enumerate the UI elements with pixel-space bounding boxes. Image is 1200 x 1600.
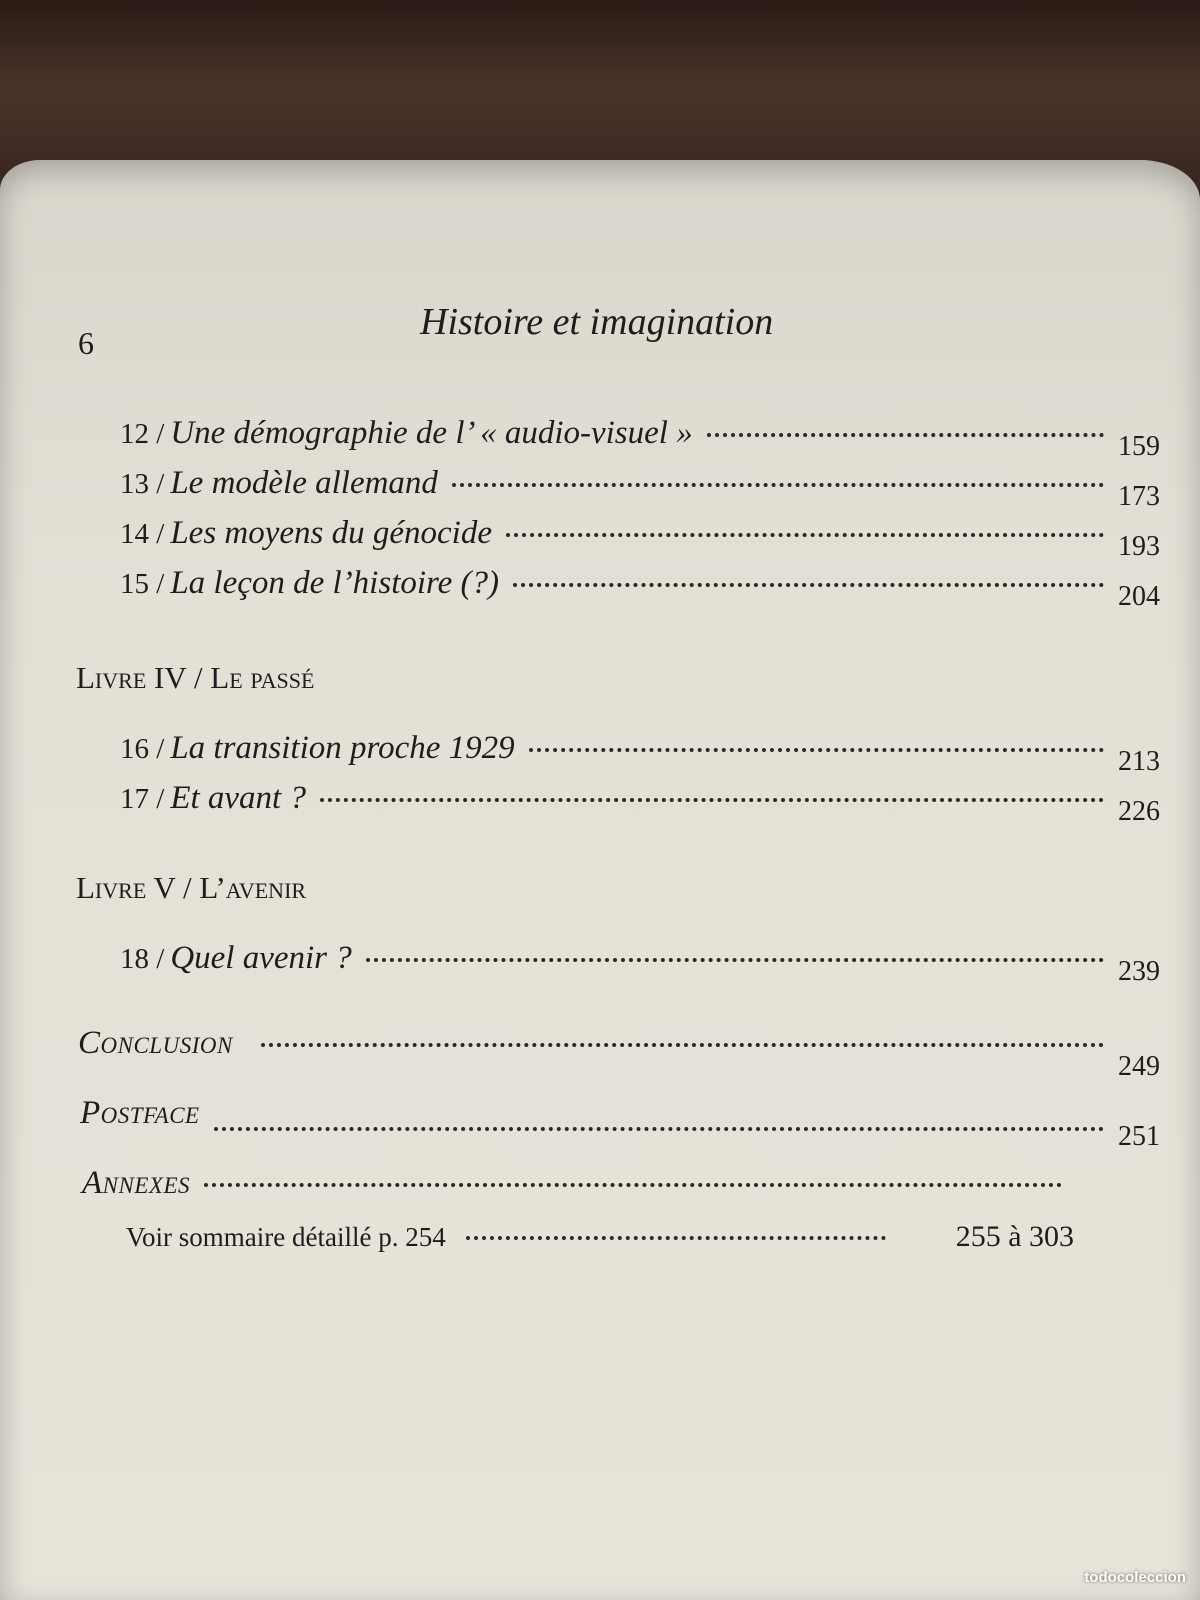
chapter-number: 13 / [120,468,165,500]
page-range: 255 à 303 [955,1220,1075,1253]
chapter-number: 17 / [120,783,165,815]
chapter-number: 16 / [120,733,165,765]
chapter-title: Quel avenir ? [170,940,352,976]
page-ref: 193 [1118,531,1160,562]
dot-leader [452,483,1104,487]
chapter-title: Le modèle allemand [170,465,438,501]
page-ref: 226 [1118,796,1160,827]
page-ref: 239 [1118,956,1160,987]
dot-leader [513,583,1104,587]
page-ref: 204 [1118,581,1160,612]
toc-entry-12 [120,415,1160,462]
chapter-number: 14 / [120,518,165,550]
section-title: Postface [80,1095,200,1131]
toc-entry-18 [120,940,1160,987]
section-title: Conclusion [78,1025,233,1061]
dot-leader [466,1236,886,1240]
watermark-logo: todocoleccion [1084,1569,1186,1586]
toc-entry-13 [120,465,1160,512]
dot-leader [320,798,1104,802]
dot-leader [261,1043,1104,1047]
page-number: 6 [78,325,94,361]
toc-entry-conclusion [78,1025,1160,1082]
annex-detail-text: Voir sommaire détaillé p. 254 [126,1222,446,1252]
book-page [0,160,1200,1600]
section-title: Annexes [82,1165,190,1201]
dot-leader [529,748,1104,752]
dot-leader [366,958,1104,962]
chapter-number: 18 / [120,943,165,975]
page-ref: 249 [1118,1051,1160,1082]
page-ref: 173 [1118,481,1160,512]
page-ref: 251 [1118,1121,1160,1152]
toc-entry-annexes [82,1165,1162,1202]
chapter-number: 12 / [120,418,165,450]
part-heading-livre-iv: Livre IV / Le passé [76,660,315,695]
page-ref: 213 [1118,746,1160,777]
page-ref: 159 [1118,431,1160,462]
chapter-title: La transition proche 1929 [170,730,515,766]
toc-entry-15 [120,565,1160,612]
chapter-title: Les moyens du génocide [170,515,492,551]
toc-entry-16 [120,730,1160,777]
dot-leader [506,533,1104,537]
chapter-title: Et avant ? [170,780,306,816]
running-title: Histoire et imagination [420,301,774,343]
chapter-number: 15 / [120,568,165,600]
annex-detail-line [126,1220,1166,1254]
toc-entry-postface [80,1095,1160,1152]
dot-leader [707,433,1104,437]
chapter-title: La leçon de l’histoire (?) [170,565,500,601]
dot-leader [214,1127,1104,1131]
toc-entry-14 [120,515,1160,562]
toc-entry-17 [120,780,1160,827]
part-heading-livre-v: Livre V / L’avenir [76,870,307,905]
chapter-title: Une démographie de l’ « audio-visuel » [170,415,693,451]
dot-leader [204,1183,1062,1187]
